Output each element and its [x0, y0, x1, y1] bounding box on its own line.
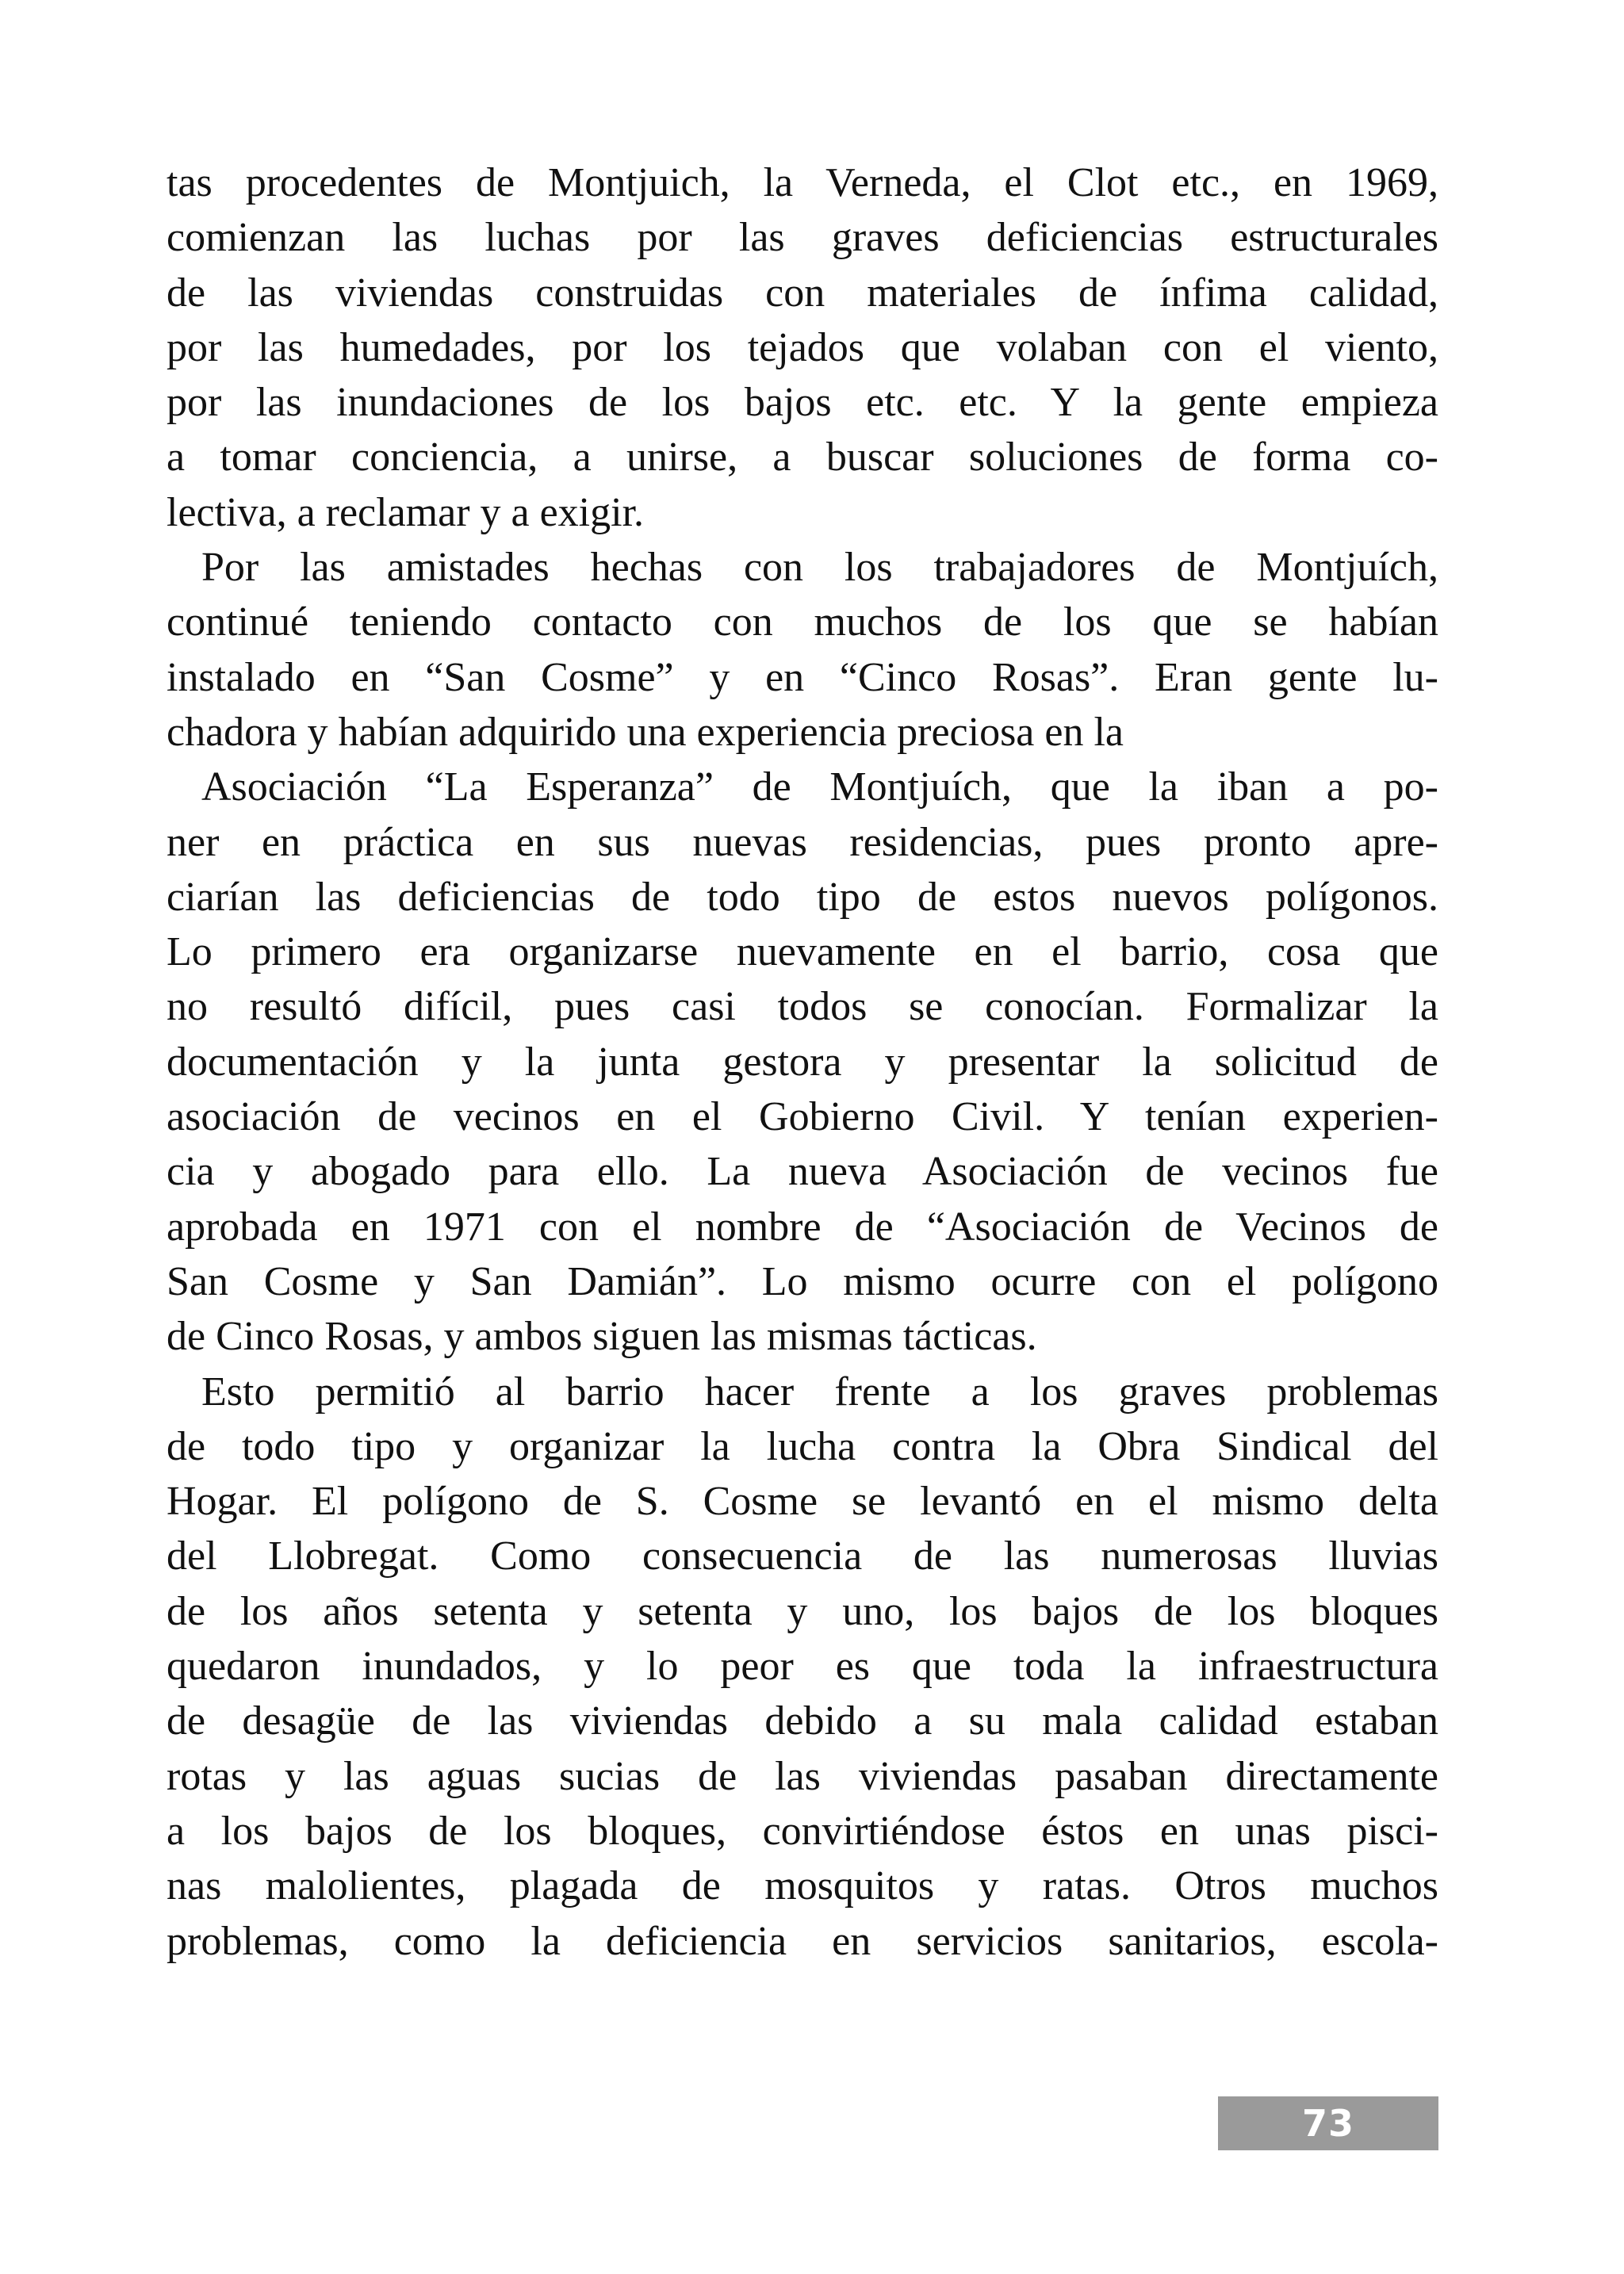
text-line: Esto permitió al barrio hacer frente a los graves problemas [201, 1369, 1438, 1415]
page-number-badge [1218, 2096, 1438, 2150]
text-line: lectiva, a reclamar y a exigir. [167, 489, 645, 535]
text-line: de todo tipo y organizar la lucha contra la Obra Sindical del [167, 1423, 1438, 1469]
text-line: Lo primero era organizarse nuevamente en el barrio, cosa que [167, 929, 1438, 975]
page-number: 73 [1301, 2102, 1354, 2145]
text-line: por las humedades, por los tejados que volaban con el viento, [167, 324, 1438, 370]
text-line: continué teniendo contacto con muchos de los que se habían [167, 599, 1438, 645]
text-line: ner en práctica en sus nuevas residencias, pues pronto apre- [167, 819, 1438, 865]
text-line: comienzan las luchas por las graves deficiencias estructurales [167, 215, 1438, 261]
text-line: de Cinco Rosas, y ambos siguen las mismas tácticas. [167, 1314, 1037, 1360]
text-line: no resultó difícil, pues casi todos se conocían. Formalizar la [167, 984, 1438, 1030]
text-line: problemas, como la deficiencia en servicios sanitarios, escola- [167, 1918, 1438, 1964]
text-line: a los bajos de los bloques, convirtiéndose éstos en unas pisci- [167, 1808, 1438, 1854]
text-line: aprobada en 1971 con el nombre de “Asociación de Vecinos de [167, 1204, 1438, 1250]
text-line: por las inundaciones de los bajos etc. etc. Y la gente empieza [167, 380, 1438, 426]
text-line: del Llobregat. Como consecuencia de las numerosas lluvias [167, 1533, 1438, 1579]
text-line: documentación y la junta gestora y presentar la solicitud de [167, 1039, 1438, 1085]
text-line: ciarían las deficiencias de todo tipo de estos nuevos polígonos. [167, 874, 1438, 920]
text-line: de las viviendas construidas con materiales de ínfima calidad, [167, 270, 1438, 316]
text-line: asociación de vecinos en el Gobierno Civil. Y tenían experien- [167, 1094, 1438, 1140]
text-line: Por las amistades hechas con los trabajadores de Montjuích, [201, 545, 1438, 591]
text-line: San Cosme y San Damián”. Lo mismo ocurre con el polígono [167, 1258, 1438, 1304]
text-line: quedaron inundados, y lo peor es que toda la infraestructura [167, 1644, 1438, 1690]
text-line: Asociación “La Esperanza” de Montjuích, que la iban a po- [201, 764, 1438, 810]
text-line: instalado en “San Cosme” y en “Cinco Rosas”. Eran gente lu- [167, 654, 1438, 700]
text-line: rotas y las aguas sucias de las viviendas pasaban directamente [167, 1753, 1438, 1799]
text-line: Hogar. El polígono de S. Cosme se levantó en el mismo delta [167, 1479, 1438, 1525]
text-line: de los años setenta y setenta y uno, los bajos de los bloques [167, 1588, 1438, 1634]
text-line: a tomar conciencia, a unirse, a buscar soluciones de forma co- [167, 435, 1438, 480]
text-line: chadora y habían adquirido una experiencia preciosa en la [167, 709, 1124, 755]
text-line: tas procedentes de Montjuich, la Verneda, el Clot etc., en 1969, [167, 160, 1438, 205]
body-text [167, 155, 1438, 1969]
text-line: nas malolientes, plagada de mosquitos y ratas. Otros muchos [167, 1863, 1438, 1909]
text-line: de desagüe de las viviendas debido a su mala calidad estaban [167, 1698, 1438, 1744]
text-line: cia y abogado para ello. La nueva Asociación de vecinos fue [167, 1149, 1438, 1195]
